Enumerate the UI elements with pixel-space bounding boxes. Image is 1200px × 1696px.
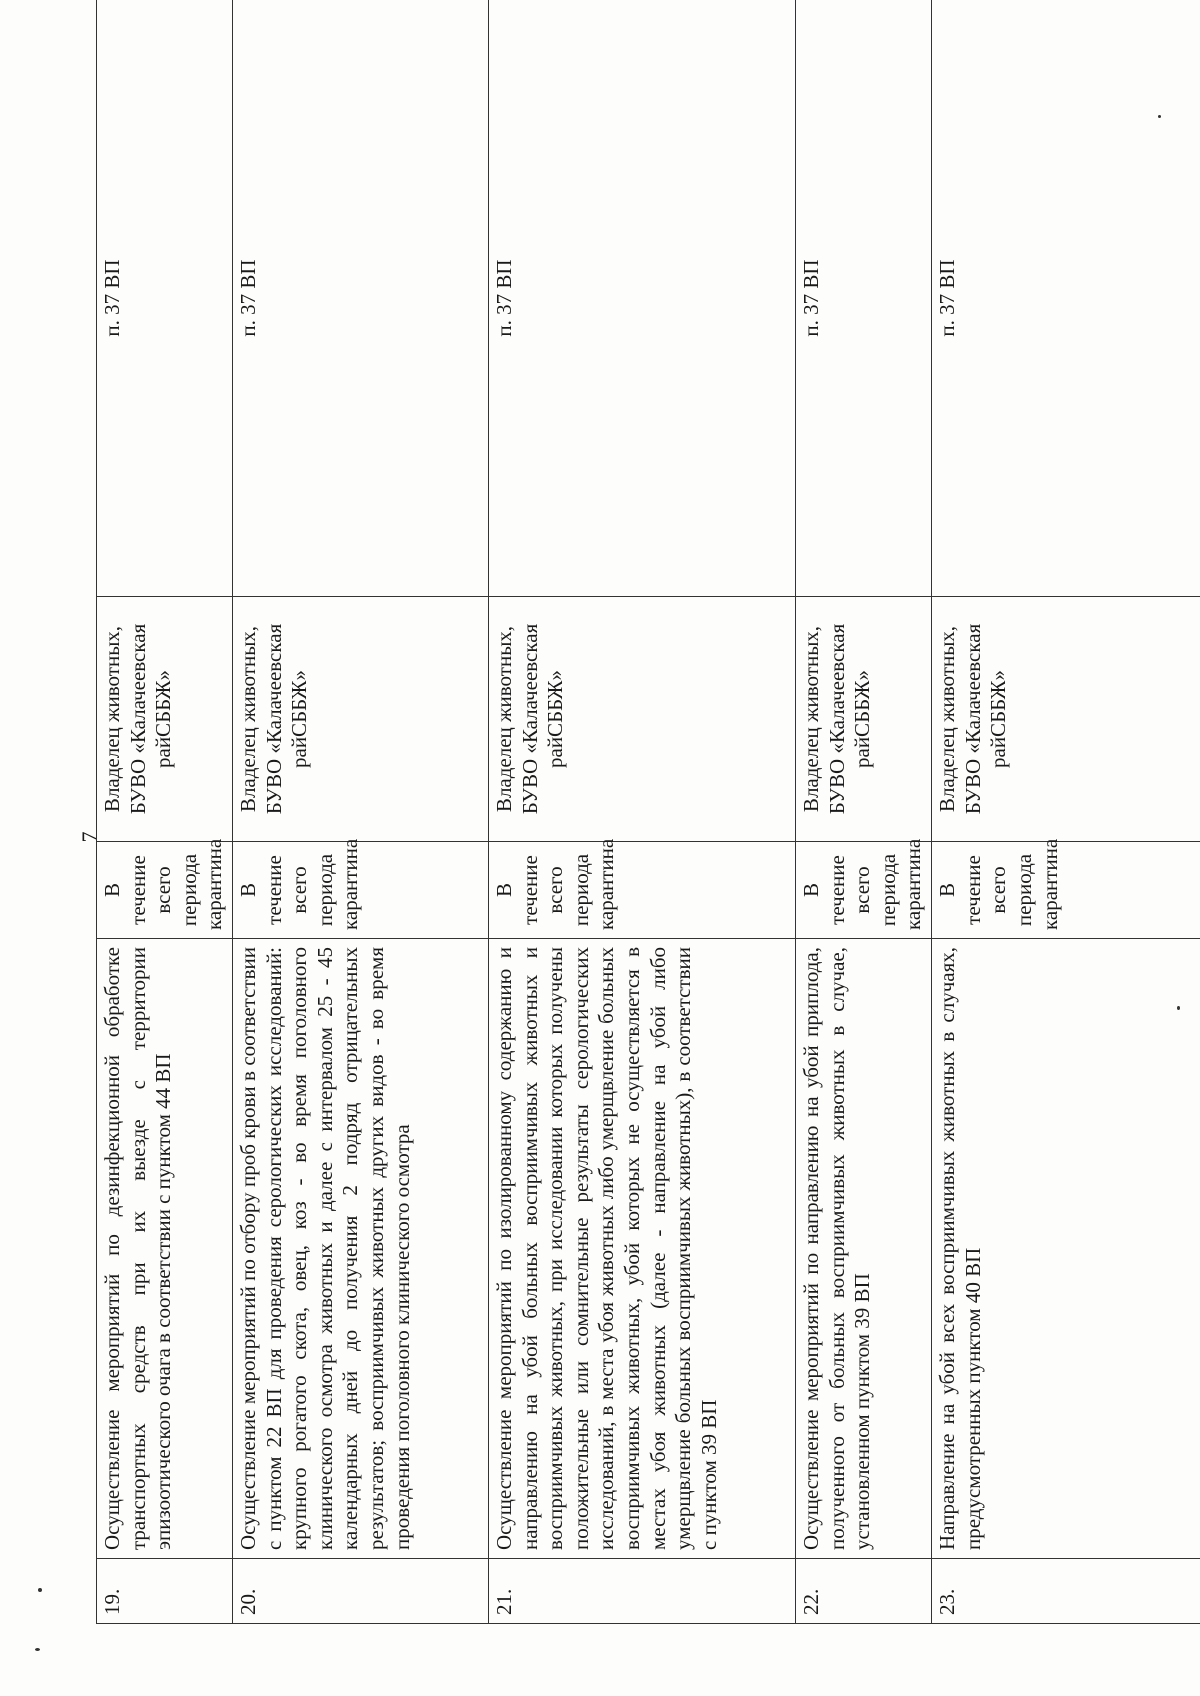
row-number: 20. xyxy=(233,1559,489,1624)
measure-term: В течение всего периода карантина xyxy=(97,842,233,939)
scan-speck xyxy=(38,1588,42,1592)
legal-basis: п. 37 ВП xyxy=(97,0,233,597)
scan-speck xyxy=(1158,115,1161,118)
measure-description: Осуществление мероприятий по изолированному содержанию и направлению на убой больных восприимчивых животных и восприимчивых животных, при исследовании которых получены положительные или сомнительные результаты серологических исследований, в места убоя животных либо умерщвление больных восприимчивых животных, убой которых не осуществляется в местах убоя животных (далее - направление на убой либо умерщвление больных восприимчивых животных), в соответствии с пунктом 39 ВП xyxy=(489,939,796,1559)
responsible-party: Владелец животных, БУВО «Калачеевская райСББЖ» xyxy=(97,597,233,842)
measure-description: Осуществление мероприятий по направлению на убой приплода, полученного от больных восприимчивых животных в случае, установленном пунктом 39 ВП xyxy=(796,939,932,1559)
table-row xyxy=(97,0,233,1624)
legal-basis: п. 37 ВП xyxy=(796,0,932,597)
legal-basis: п. 37 ВП xyxy=(932,0,1200,597)
table-row xyxy=(932,0,1200,1624)
measure-description: Осуществление мероприятий по дезинфекционной обработке транспортных средств при их выезде с территории эпизоотического очага в соответствии с пунктом 44 ВП xyxy=(97,939,233,1559)
responsible-party: Владелец животных, БУВО «Калачеевская райСББЖ» xyxy=(489,597,796,842)
row-number: 22. xyxy=(796,1559,932,1624)
row-number: 19. xyxy=(97,1559,233,1624)
row-number: 23. xyxy=(932,1559,1200,1624)
scan-speck xyxy=(1177,1006,1180,1010)
scan-speck xyxy=(35,1648,40,1651)
responsible-party: Владелец животных, БУВО «Калачеевская райСББЖ» xyxy=(796,597,932,842)
page-number: 7 xyxy=(77,831,102,843)
legal-basis: п. 37 ВП xyxy=(489,0,796,597)
measures-table xyxy=(96,0,1200,1624)
table-row xyxy=(233,0,489,1624)
measure-description: Направление на убой всех восприимчивых животных в случаях, предусмотренных пунктом 40 ВП xyxy=(932,939,1200,1559)
measure-term: В течение всего периода карантина xyxy=(796,842,932,939)
table-row xyxy=(489,0,796,1624)
legal-basis: п. 37 ВП xyxy=(233,0,489,597)
measure-term: В течение всего периода карантина xyxy=(233,842,489,939)
responsible-party: Владелец животных, БУВО «Калачеевская райСББЖ» xyxy=(233,597,489,842)
measure-term: В течение всего периода карантина xyxy=(489,842,796,939)
table-row xyxy=(796,0,932,1624)
responsible-party: Владелец животных, БУВО «Калачеевская райСББЖ» xyxy=(932,597,1200,842)
measure-description: Осуществление мероприятий по отбору проб крови в соответствии с пунктом 22 ВП для проведения серологических исследований: крупного рогатого скота, овец, коз - во время поголовного клинического осмотра животных и далее с интервалом 25 - 45 календарных дней до получения 2 подряд отрицательных результатов; восприимчивых животных других видов - во время проведения поголовного клинического осмотра xyxy=(233,939,489,1559)
rotated-table-container xyxy=(96,0,1200,1624)
measure-term: В течение всего периода карантина xyxy=(932,842,1200,939)
row-number: 21. xyxy=(489,1559,796,1624)
